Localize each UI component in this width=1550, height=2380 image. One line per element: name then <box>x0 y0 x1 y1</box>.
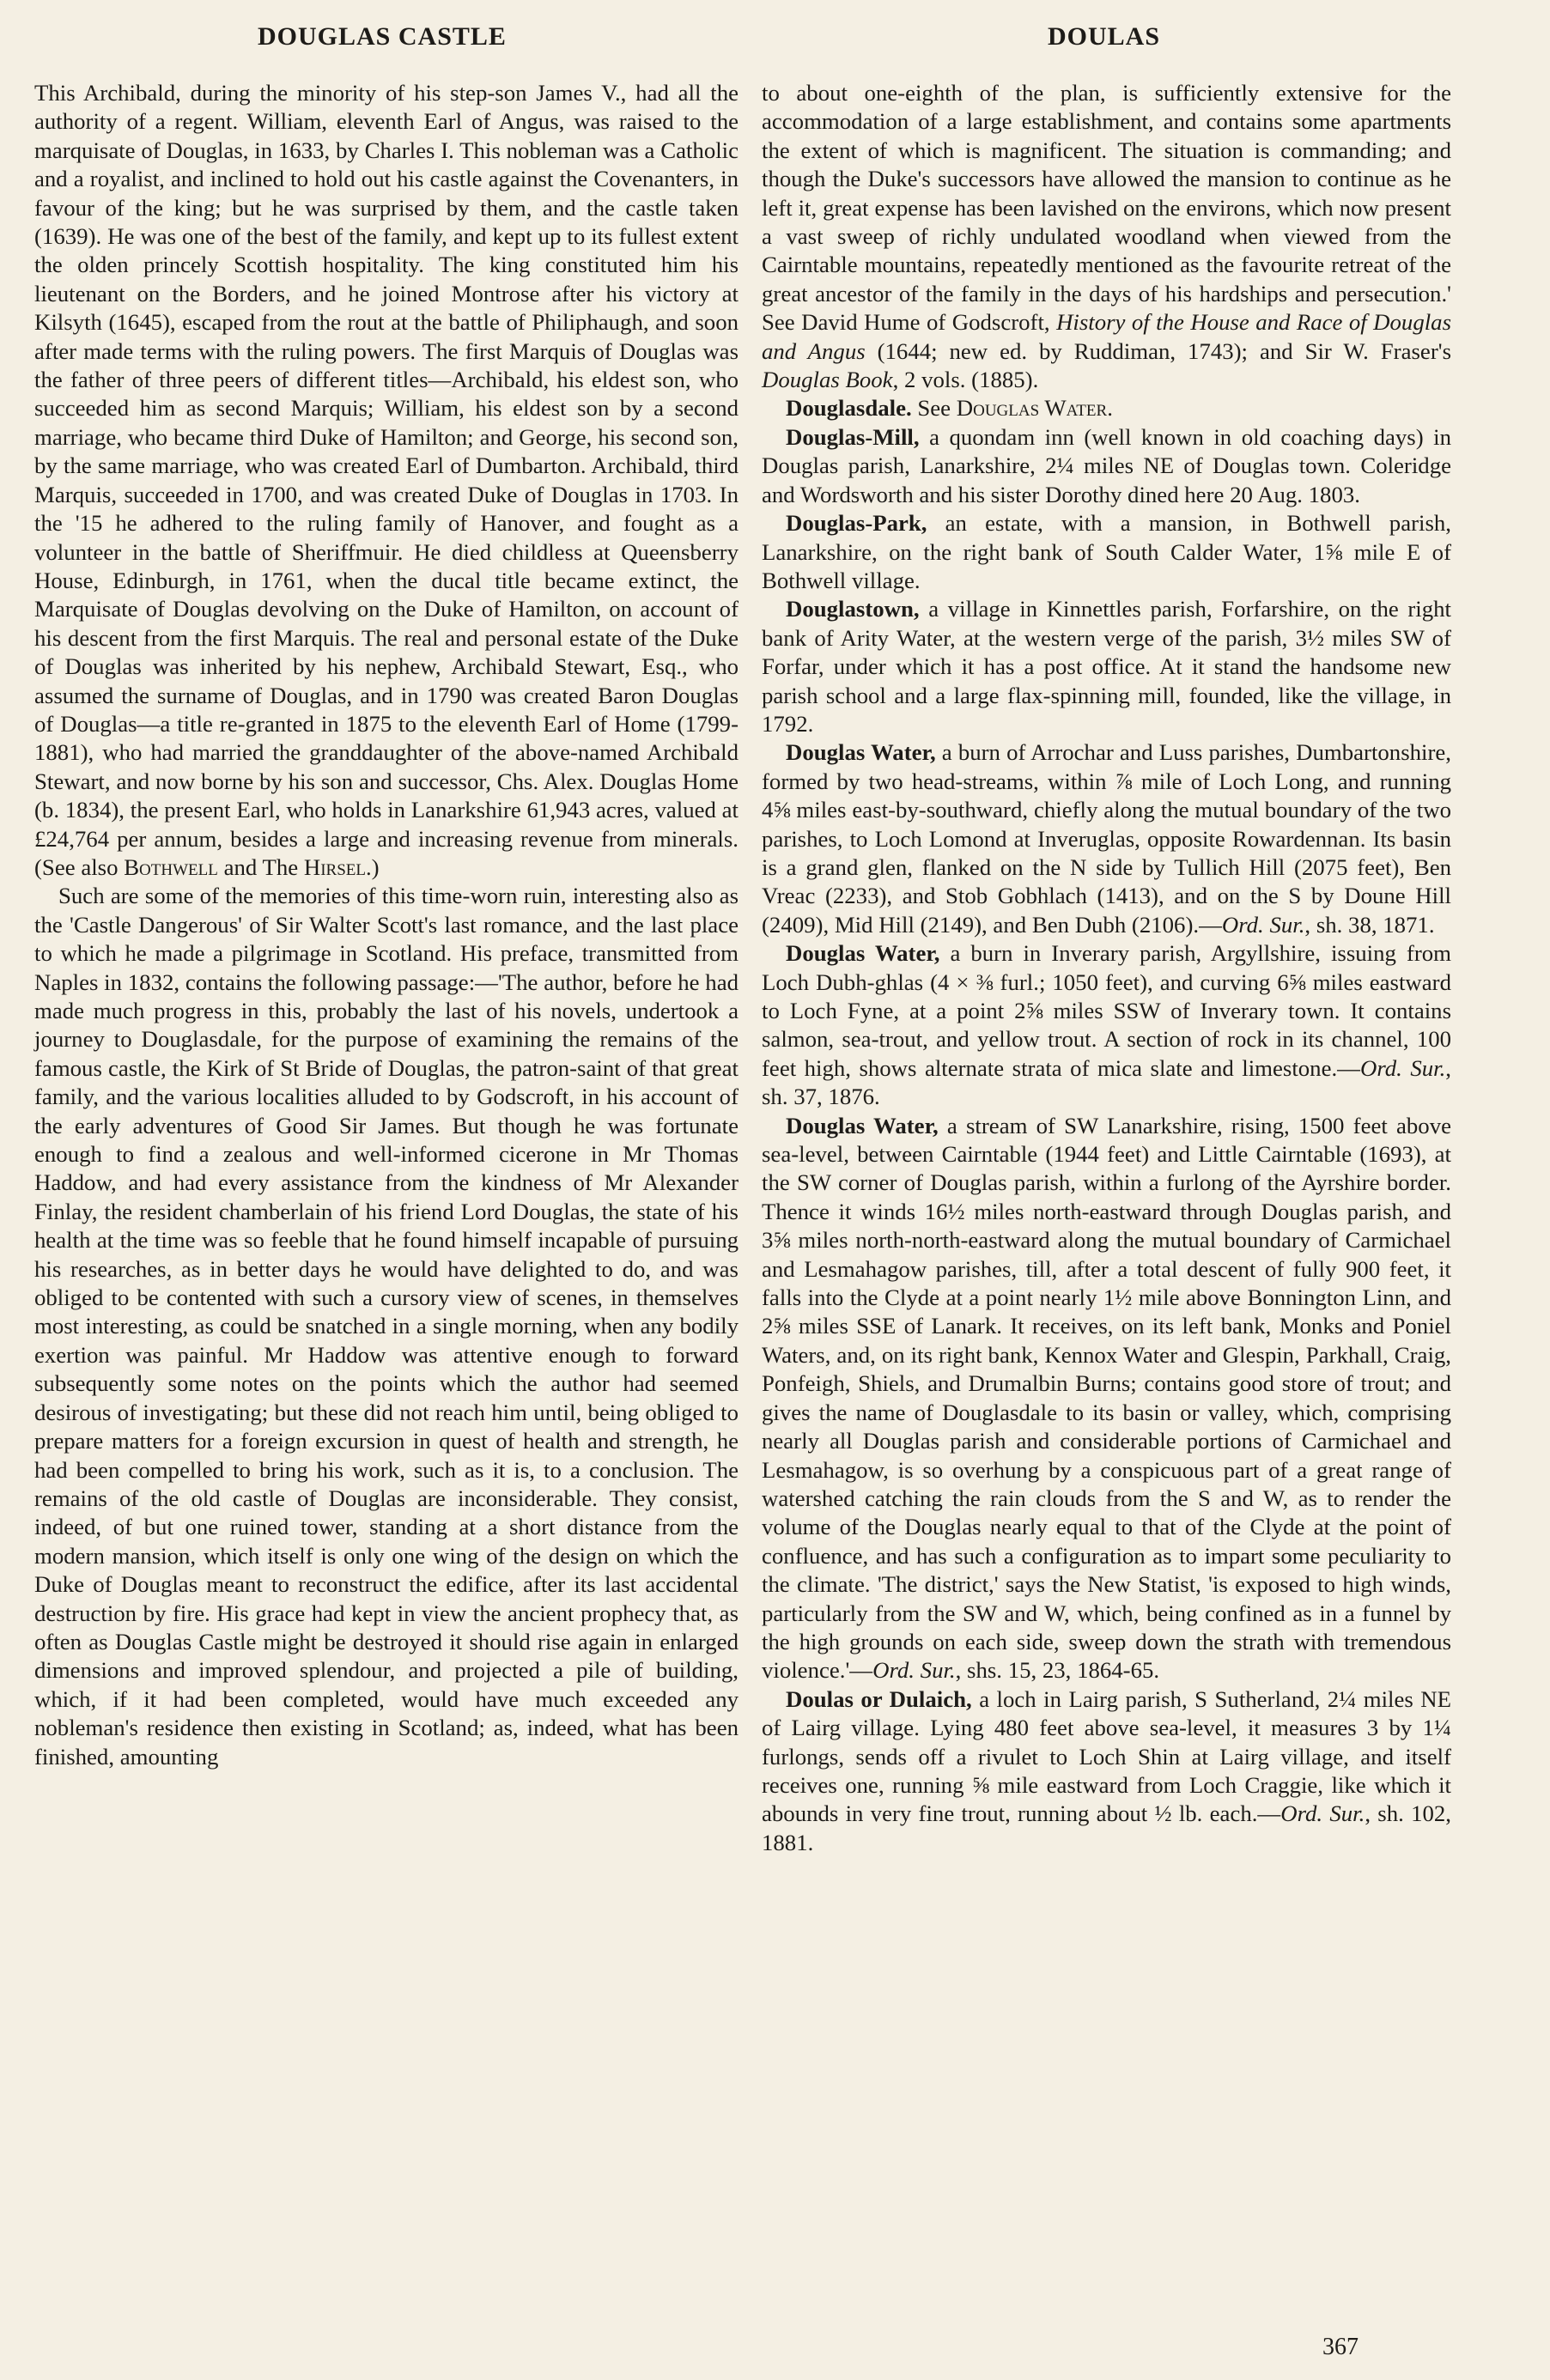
paragraph-text: .) <box>365 853 380 880</box>
entry-headword: Douglas Water, <box>786 739 936 766</box>
entry-text: See <box>911 395 957 422</box>
paragraph-archibald <box>34 79 739 882</box>
gazetteer-entry <box>762 595 1451 738</box>
entry-text: a burn of Arrochar and Luss parishes, Dumbartonshire, formed by two head-streams, within ⅞ mile of Loch Long, and running 4⅝ miles east-by-southward, chiefly along the mutual boundary of the two parishes, to Loch Lomond at Inveruglas, opposite Rowardennan. Its basin is a grand glen, flanked on the N side by Tullich Hill (2075 feet), Ben Vreac (2233), and Stob Gobhlach (1413), and on the S by Doune Hill (2409), Mid Hill (2149), and Ben Dubh (2106).— <box>762 739 1451 938</box>
cross-reference: Douglas Water <box>956 395 1108 422</box>
entry-text: a loch in Lairg parish, S Sutherland, 2¼ miles NE of Lairg village. Lying 480 feet above sea-level, it measures 3 by 1¼ furlongs, sends off a rivulet to Loch Shin at Lairg village, and itself receives one, running ⅝ mile eastward from Loch Craggie, like which it abounds in very fine trout, running about ½ lb. each.— <box>762 1685 1451 1827</box>
book-title: History of the House and Race of Douglas and Angus <box>762 309 1451 364</box>
survey-reference: Ord. Sur. <box>1359 1054 1446 1081</box>
entry-text: a burn in Inverary parish, Argyllshire, issuing from Loch Dubh-ghlas (4 × ⅜ furl.; 1050 feet), and curving 6⅝ miles eastward to Loch Fyne, at a point 2⅝ miles SSW of Inverary town. It contains salmon, sea-trout, and yellow trout. A section of rock in its channel, 100 feet high, shows alternate strata of mica slate and limestone.— <box>762 940 1451 1081</box>
survey-reference: Ord. Sur. <box>872 1657 956 1684</box>
gazetteer-entry <box>762 423 1451 509</box>
book-title: Douglas Book <box>762 367 893 393</box>
entry-headword: Douglas-Mill, <box>786 423 920 450</box>
paragraph-text: This Archibald, during the minority of his step-son James V., had all the authority of a regent. William, eleventh Earl of Angus, was raised to the marquisate of Douglas, in 1633, by Charles I. This nobleman was a Catholic and a royalist, and inclined to hold out his castle against the Covenanters, in favour of the king; but he was surprised by them, and the castle taken (1639). He was one of the best of the family, and kept up to its fullest extent the olden princely Scottish hospitality. The king constituted him his lieutenant on the Borders, and he joined Montrose after his victory at Kilsyth (1645), escaped from the rout at the battle of Philiphaugh, and soon after made terms with the ruling powers. The first Marquis of Douglas was the father of three peers of different titles—Archibald, his eldest son, who succeeded him as second Marquis; William, his eldest son by a second marriage, who became third Duke of Hamilton; and George, his second son, by the same marriage, who was created Earl of Dumbarton. Archibald, third Marquis, succeeded in 1700, and was created Duke of Douglas in 1703. In the '15 he adhered to the ruling family of Hanover, and fought as a volunteer in the battle of Sheriffmuir. He died childless at Queensberry House, Edinburgh, in 1761, when the ducal title became extinct, the Marquisate of Douglas devolving on the Duke of Hamilton, on account of his descent from the first Marquis. The real and personal estate of the Duke of Douglas was inherited by his nephew, Archibald Stewart, Esq., who assumed the surname of Douglas, and in 1790 was created Baron Douglas of Douglas—a title re-granted in 1875 to the eleventh Earl of Home (1799-1881), who had married the granddaughter of the above-named Archibald Stewart, and now borne by his son and successor, Chs. Alex. Douglas Home (b. 1834), the present Earl, who holds in Lanarkshire 61,943 acres, valued at £24,764 per annum, besides a large and increasing revenue from minerals. (See also <box>34 80 739 880</box>
gazetteer-entry <box>762 738 1451 939</box>
paragraph-text: and The <box>217 853 304 880</box>
entry-text: , sh. 102, 1881. <box>762 1800 1451 1855</box>
entry-text: . <box>1107 395 1113 422</box>
gazetteer-entry <box>762 1112 1451 1685</box>
paragraph-castle-dangerous: Such are some of the memories of this time-worn ruin, interesting also as the 'Castle Dangerous' of Sir Walter Scott's last romance, and the last place to which he made a pilgrimage in Scotland. His preface, transmitted from Naples in 1832, contains the following passage:—'The author, before he had made much progress in this, probably the last of his novels, undertook a journey to Douglasdale, for the purpose of examining the remains of the famous castle, the Kirk of St Bride of Douglas, the patron-saint of that great family, and the various localities alluded to by Godscroft, in his account of the early adventures of Good Sir James. But though he was fortunate enough to find a zealous and well-informed cicerone in Mr Thomas Haddow, and had every assistance from the kindness of Mr Alexander Finlay, the resident chamberlain of his friend Lord Douglas, the state of his health at the time was so feeble that he found himself incapable of pursuing his researches, as in better days he would have delighted to do, and was obliged to be contented with such a cursory view of scenes, in themselves most interesting, as could be snatched in a single morning, when any bodily exertion was painful. Mr Haddow was attentive enough to forward subsequently some notes on the points which the author had seemed desirous of investigating; but these did not reach him until, being obliged to prepare matters for a foreign excursion in quest of health and strength, he had been compelled to bring his work, such as it is, to a conclusion. The remains of the old castle of Douglas are inconsiderable. They consist, indeed, of but one ruined tower, standing at a short distance from the modern mansion, which itself is only one wing of the design on which the Duke of Douglas meant to reconstruct the edifice, after its last accidental destruction by fire. His grace had kept in view the ancient prophecy that, as often as Douglas Castle might be destroyed it should rise again in enlarged dimensions and improved splendour, and projected a pile of building, which, if it had been completed, would have much exceeded any nobleman's residence then existing in Scotland; as, indeed, what has been finished, amounting <box>34 883 739 1770</box>
paragraph-text: to about one-eighth of the plan, is sufficiently extensive for the accommodation of a large establishment, and contains some apartments the extent of which is magnificent. The situation is commanding; and though the Duke's successors have allowed the mansion to continue as he left it, great expense has been lavished on the environs, which now present a vast sweep of richly undulated woodland when viewed from the Cairntable mountains, repeatedly mentioned as the favourite retreat of the great ancestor of the family in the days of his hardships and persecution.' See David Hume of Godscroft, <box>762 80 1451 336</box>
entry-headword: Douglas-Park, <box>786 510 927 537</box>
entry-text: a quondam inn (well known in old coaching days) in Douglas parish, Lanarkshire, 2¼ miles NE of Douglas town. Coleridge and Wordsworth and his sister Dorothy dined here 20 Aug. 1803. <box>762 423 1451 507</box>
paragraph-text: (1644; new ed. by Ruddiman, 1743); and Sir W. Fraser's <box>865 337 1452 364</box>
entry-headword: Douglas Water, <box>786 1112 939 1138</box>
survey-reference: Ord. Sur. <box>1280 1800 1365 1827</box>
paragraph-text: , 2 vols. (1885). <box>892 367 1039 393</box>
entry-text: a stream of SW Lanarkshire, rising, 1500 feet above sea-level, between Cairntable (1944 feet) and Little Cairntable (1693), at the SW corner of Douglas parish, within a furlong of the Ayrshire border. Thence it winds 16½ miles north-eastward through Douglas parish, and 3⅝ miles north-north-eastward along the mutual boundary of Carmichael and Lesmahagow parishes, till, after a total descent of fully 900 feet, it falls into the Clyde at a point nearly 1½ mile above Bonnington Linn, and 2⅝ miles SSE of Lanark. It receives, on its left bank, Monks and Poniel Waters, and, on its right bank, Kennox Water and Glespin, Parkhall, Craig, Ponfeigh, Shiels, and Drumalbin Burns; contains good store of trout; and gives the name of Douglasdale to its basin or valley, which, comprising nearly all Douglas parish and considerable portions of Carmichael and Lesmahagow, is so overhung by a conspicuous part of a great range of watershed catching the rain clouds from the S and W, as to render the volume of the Douglas nearly equal to that of the Clyde at the point of confluence, and has such a configuration as to impart some peculiarity to the climate. 'The district,' says the New Statist, 'is exposed to high winds, particularly from the SW and W, which, being confined as in a funnel by the high grounds on each side, sweep down the strath with tremendous violence.'— <box>762 1112 1451 1684</box>
entry-text: an estate, with a mansion, in Bothwell parish, Lanarkshire, on the right bank of South Calder Water, 1⅝ mile E of Bothwell village. <box>762 510 1451 593</box>
gazetteer-entry <box>762 1685 1451 1857</box>
gazetteer-entry <box>762 509 1451 595</box>
entry-headword: Douglastown, <box>786 596 920 622</box>
survey-reference: Ord. Sur. <box>1221 911 1305 938</box>
gazetteer-entry <box>762 394 1451 422</box>
paragraph-continuation <box>762 79 1451 394</box>
entry-headword: Doulas or Dulaich, <box>786 1685 972 1712</box>
gazetteer-entry <box>762 939 1451 1111</box>
cross-reference: Bothwell <box>124 853 218 880</box>
entry-text: , shs. 15, 23, 1864-65. <box>955 1657 1160 1684</box>
entry-text: a village in Kinnettles parish, Forfarshire, on the right bank of Arity Water, at the western verge of the parish, 3½ miles SW of Forfar, under which it has a post office. At it stand the handsome new parish school and a large flax-spinning mill, founded, like the village, in 1792. <box>762 596 1451 737</box>
entry-text: , sh. 38, 1871. <box>1304 911 1435 938</box>
left-column <box>34 79 739 1771</box>
entry-text: , sh. 37, 1876. <box>762 1054 1451 1110</box>
entry-headword: Douglas Water, <box>786 940 940 967</box>
running-head-right: DOULAS <box>1048 22 1161 51</box>
right-column <box>762 79 1451 1857</box>
running-head-left: DOUGLAS CASTLE <box>258 22 507 51</box>
page-number: 367 <box>1322 2334 1359 2360</box>
cross-reference: Hirsel <box>303 853 366 880</box>
entry-headword: Douglasdale. <box>786 395 912 422</box>
